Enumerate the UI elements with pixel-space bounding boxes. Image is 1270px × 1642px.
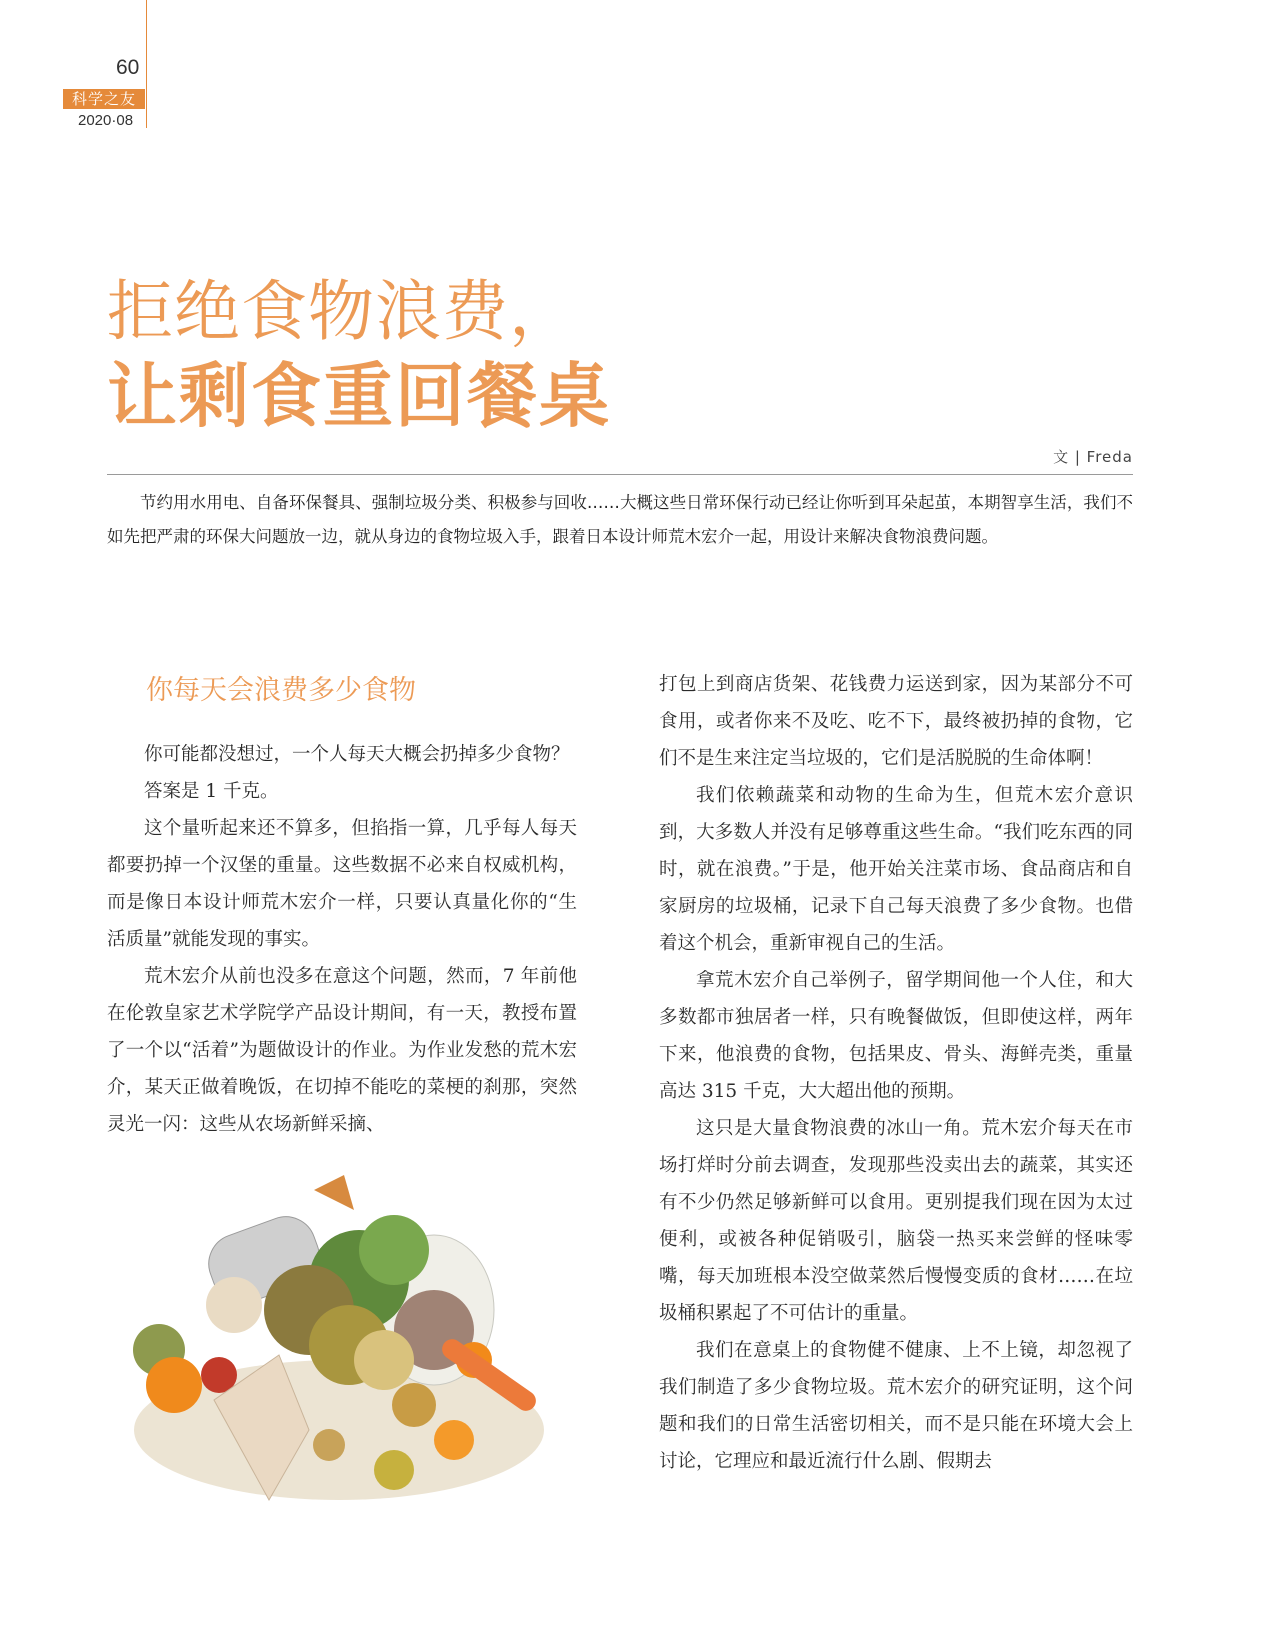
right-column	[659, 666, 1133, 1480]
body-paragraph: 这只是大量食物浪费的冰山一角。荒木宏介每天在市场打烊时分前去调查，发现那些没卖出去的蔬菜，其实还有不少仍然足够新鲜可以食用。更别提我们现在因为太过便利，或被各种促销吸引，脑袋一热买来尝鲜的怪味零嘴，每天加班根本没空做菜然后慢慢变质的食材……在垃圾桶积累起了不可估计的重量。	[659, 1118, 1133, 1324]
body-paragraph: 答案是 1 千克。	[144, 781, 279, 802]
body-paragraph: 这个量听起来还不算多，但掐指一算，几乎每人每天都要扔掉一个汉堡的重量。这些数据不必来自权威机构，而是像日本设计师荒木宏介一样，只要认真量化你的“生活质量”就能发现的事实。	[107, 818, 577, 950]
page-number: 60	[116, 56, 140, 79]
body-paragraph: 我们在意桌上的食物健不健康、上不上镜，却忽视了我们制造了多少食物垃圾。荒木宏介的研究证明，这个问题和我们的日常生活密切相关，而不是只能在环境大会上讨论，它理应和最近流行什么剧、假期去	[659, 1340, 1133, 1472]
magazine-name-tag: 科学之友	[63, 89, 145, 109]
body-paragraph: 我们依赖蔬菜和动物的生命为生，但荒木宏介意识到，大多数人并没有足够尊重这些生命。“我们吃东西的同时，就在浪费。”于是，他开始关注菜市场、食品商店和自家厨房的垃圾桶，记录下自己每天浪费了多少食物。也借着这个机会，重新审视自己的生活。	[659, 785, 1133, 954]
body-paragraph: 打包上到商店货架、花钱费力运送到家，因为某部分不可食用，或者你来不及吃、吃不下，最终被扔掉的食物，它们不是生来注定当垃圾的，它们是活脱脱的生命体啊！	[659, 674, 1133, 769]
food-waste-illustration	[133, 1175, 544, 1500]
left-column	[107, 736, 577, 1143]
body-paragraph: 荒木宏介从前也没多在意这个问题，然而，7 年前他在伦敦皇家艺术学院学产品设计期间，有一天，教授布置了一个以“活着”为题做设计的作业。为作业发愁的荒木宏介，某天正做着晚饭，在切掉不能吃的菜梗的刹那，突然灵光一闪：这些从农场新鲜采摘、	[107, 966, 577, 1135]
byline-divider	[107, 474, 1133, 475]
byline: 文 | Freda	[1053, 448, 1133, 466]
header-vertical-rule	[146, 0, 147, 128]
article-title-line-1: 拒绝食物浪费，	[107, 273, 576, 350]
section-heading: 你每天会浪费多少食物	[146, 675, 416, 706]
food-waste-image	[104, 1170, 574, 1530]
article-title-line-2: 让剩食重回餐桌	[107, 355, 611, 437]
body-paragraph: 拿荒木宏介自己举例子，留学期间他一个人住，和大多数都市独居者一样，只有晚餐做饭，但即使这样，两年下来，他浪费的食物，包括果皮、骨头、海鲜壳类，重量高达 315 千克，大大超出他的预期。	[659, 970, 1133, 1102]
body-paragraph: 你可能都没想过，一个人每天大概会扔掉多少食物？	[144, 744, 570, 765]
lead-paragraph: 节约用水用电、自备环保餐具、强制垃圾分类、积极参与回收……大概这些日常环保行动已经让你听到耳朵起茧，本期智享生活，我们不如先把严肃的环保大问题放一边，就从身边的食物垃圾入手，跟着日本设计师荒木宏介一起，用设计来解决食物浪费问题。	[107, 493, 1133, 546]
issue-date: 2020·08	[78, 112, 134, 129]
